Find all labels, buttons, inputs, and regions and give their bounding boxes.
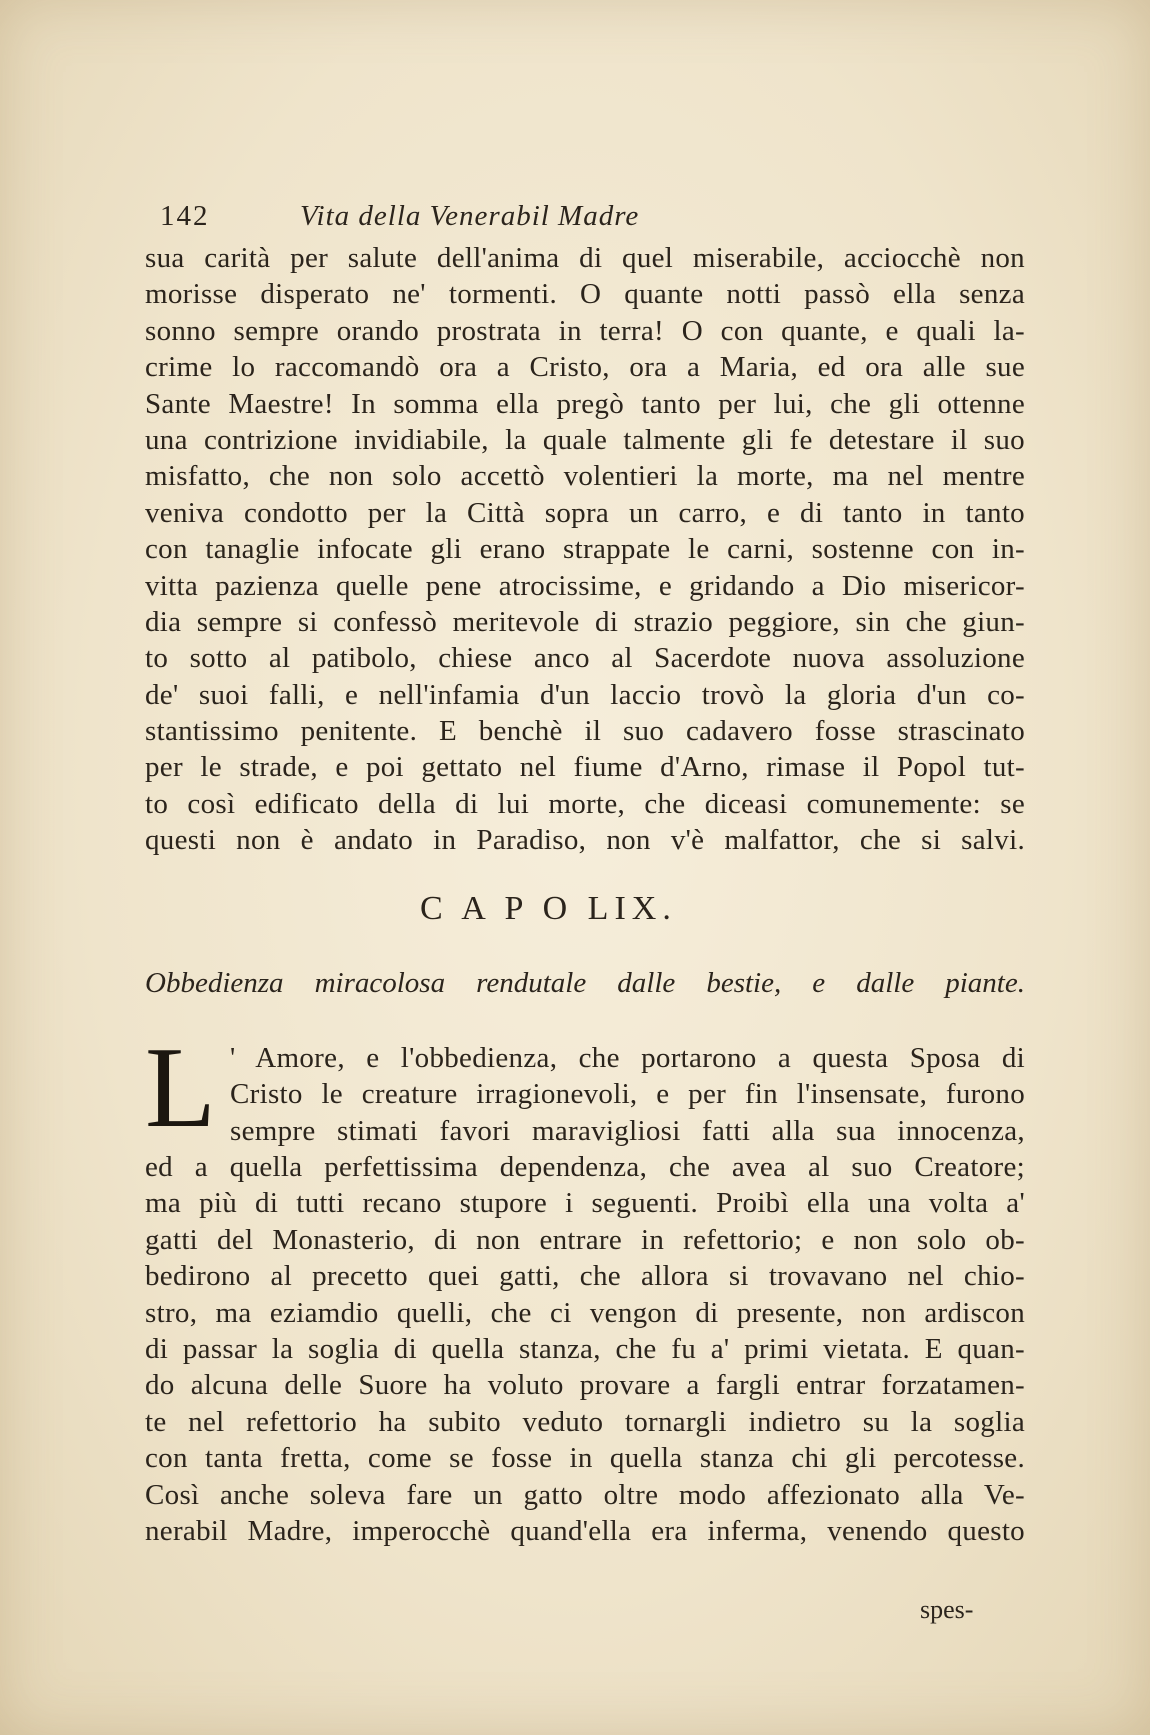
text-line: di passar la soglia di quella stanza, che fu a' primi vietata. E quan-	[145, 1332, 1025, 1365]
text-line: de' suoi falli, e nell'infamia d'un laccio trovò la gloria d'un co-	[145, 678, 1025, 711]
text-line: stantissimo penitente. E benchè il suo cadavero fosse strascinato	[145, 715, 1025, 748]
text-line: Così anche soleva fare un gatto oltre modo affezionato alla Ve-	[145, 1478, 1025, 1511]
text-line: do alcuna delle Suore ha voluto provare a fargli entrar forzatamen-	[145, 1369, 1025, 1402]
text-block-indented	[230, 1040, 1025, 1149]
catchword: spes-	[920, 1595, 974, 1624]
text-line: con tanaglie infocate gli erano strappate le carni, sostenne con in-	[145, 533, 1025, 566]
drop-cap: L	[145, 1024, 216, 1152]
text-line: misfatto, che non solo accettò volentieri la morte, ma nel mentre	[145, 460, 1025, 493]
text-block-top	[145, 240, 1025, 859]
chapter-subtitle: Obbedienza miracolosa rendutale dalle bestie, e dalle piante.	[145, 967, 1025, 999]
text-line: sempre stimati favori maravigliosi fatti alla sua innocenza,	[230, 1114, 1025, 1147]
text-line: morisse disperato ne' tormenti. O quante notti passò ella senza	[145, 278, 1025, 311]
text-line: stro, ma eziamdio quelli, che ci vengon di presente, non ardiscon	[145, 1296, 1025, 1329]
text-line: vitta pazienza quelle pene atrocissime, e gridando a Dio misericor-	[145, 569, 1025, 602]
page-number: 142	[160, 200, 210, 232]
text-line: nerabil Madre, imperocchè quand'ella era inferma, venendo questo	[145, 1514, 1025, 1547]
text-line: una contrizione invidiabile, la quale talmente gli fe detestare il suo	[145, 423, 1025, 456]
text-line: veniva condotto per la Città sopra un carro, e di tanto in tanto	[145, 496, 1025, 529]
running-title: Vita della Venerabil Madre	[300, 200, 640, 232]
text-line: bedirono al precetto quei gatti, che allora si trovavano nel chio-	[145, 1260, 1025, 1293]
text-line: ma più di tutti recano stupore i seguenti. Proibì ella una volta a'	[145, 1187, 1025, 1220]
text-line: to sotto al patibolo, chiese anco al Sacerdote nuova assoluzione	[145, 642, 1025, 675]
text-line: crime lo raccomandò ora a Cristo, ora a Maria, ed ora alle sue	[145, 351, 1025, 384]
text-line: dia sempre si confessò meritevole di strazio peggiore, sin che giun-	[145, 605, 1025, 638]
text-line: gatti del Monasterio, di non entrare in refettorio; e non solo ob-	[145, 1223, 1025, 1256]
text-block-bottom	[145, 1149, 1025, 1549]
text-line: ' Amore, e l'obbedienza, che portarono a questa Sposa di	[230, 1042, 1025, 1074]
text-line: con tanta fretta, come se fosse in quella stanza chi gli percotesse.	[145, 1442, 1025, 1475]
text-line: sonno sempre orando prostrata in terra! O con quante, e quali la-	[145, 314, 1025, 347]
text-line: ed a quella perfettissima dependenza, che avea al suo Creatore;	[145, 1151, 1025, 1183]
text-line: sua carità per salute dell'anima di quel miserabile, acciocchè non	[145, 242, 1025, 274]
text-line: te nel refettorio ha subito veduto tornargli indietro su la soglia	[145, 1405, 1025, 1438]
text-line: Cristo le creature irragionevoli, e per fin l'insensate, furono	[230, 1078, 1025, 1111]
text-line: to così edificato della di lui morte, che diceasi comunemente: se	[145, 787, 1025, 820]
text-line: per le strade, e poi gettato nel fiume d'Arno, rimase il Popol tut-	[145, 751, 1025, 784]
page-header	[160, 200, 920, 240]
chapter-heading: C A P O LIX.	[420, 890, 677, 927]
text-line: Sante Maestre! In somma ella pregò tanto per lui, che gli ottenne	[145, 387, 1025, 420]
text-line: questi non è andato in Paradiso, non v'è malfattor, che si salvi.	[145, 824, 1025, 857]
